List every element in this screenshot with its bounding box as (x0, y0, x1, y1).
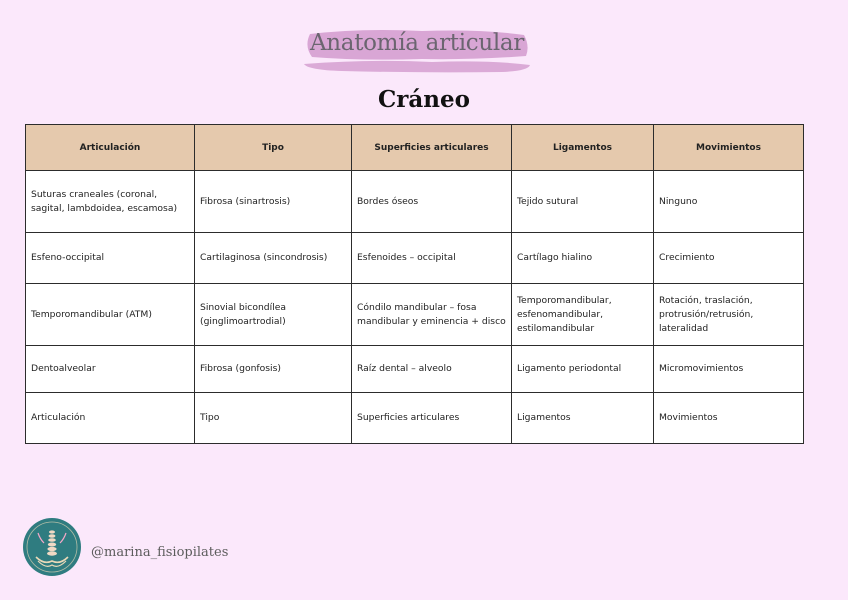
table-cell: Ninguno (654, 171, 804, 233)
table-cell: Fibrosa (sinartrosis) (195, 171, 352, 233)
table-cell: Ligamentos (512, 393, 654, 444)
column-header: Articulación (26, 125, 195, 171)
table-cell: Suturas craneales (coronal, sagital, lambdoidea, escamosa) (26, 171, 195, 233)
table-cell: Rotación, traslación, protrusión/retrusión, lateralidad (654, 284, 804, 346)
section-subtitle: Cráneo (377, 86, 471, 113)
table-row (26, 393, 804, 444)
page-title: Anatomía articular (309, 30, 525, 56)
social-handle: @marina_fisiopilates (91, 545, 229, 560)
table-cell: Dentoalveolar (26, 346, 195, 393)
table-row (26, 346, 804, 393)
column-header: Ligamentos (512, 125, 654, 171)
column-header: Movimientos (654, 125, 804, 171)
table-cell: Cartílago hialino (512, 233, 654, 284)
table-row (26, 171, 804, 233)
table-cell: Temporomandibular (ATM) (26, 284, 195, 346)
title-banner (302, 22, 532, 76)
table-cell: Articulación (26, 393, 195, 444)
column-header: Superficies articulares (352, 125, 512, 171)
table-cell: Crecimiento (654, 233, 804, 284)
spine-logo-icon (22, 517, 82, 577)
table-row (26, 233, 804, 284)
table-cell: Sinovial bicondílea (ginglimoartrodial) (195, 284, 352, 346)
table-cell: Superficies articulares (352, 393, 512, 444)
table-cell: Movimientos (654, 393, 804, 444)
column-header: Tipo (195, 125, 352, 171)
table-cell: Raíz dental – alveolo (352, 346, 512, 393)
table-row (26, 284, 804, 346)
table-cell: Bordes óseos (352, 171, 512, 233)
table-cell: Cóndilo mandibular – fosa mandibular y eminencia + disco (352, 284, 512, 346)
table-cell: Cartilaginosa (sincondrosis) (195, 233, 352, 284)
table-cell: Temporomandibular, esfenomandibular, estilomandibular (512, 284, 654, 346)
table-cell: Fibrosa (gonfosis) (195, 346, 352, 393)
table-cell: Esfeno-occipital (26, 233, 195, 284)
table-cell: Micromovimientos (654, 346, 804, 393)
joints-table (25, 124, 804, 444)
table-cell: Esfenoides – occipital (352, 233, 512, 284)
table-cell: Tipo (195, 393, 352, 444)
table-cell: Ligamento periodontal (512, 346, 654, 393)
table-header-row (26, 125, 804, 171)
table-cell: Tejido sutural (512, 171, 654, 233)
